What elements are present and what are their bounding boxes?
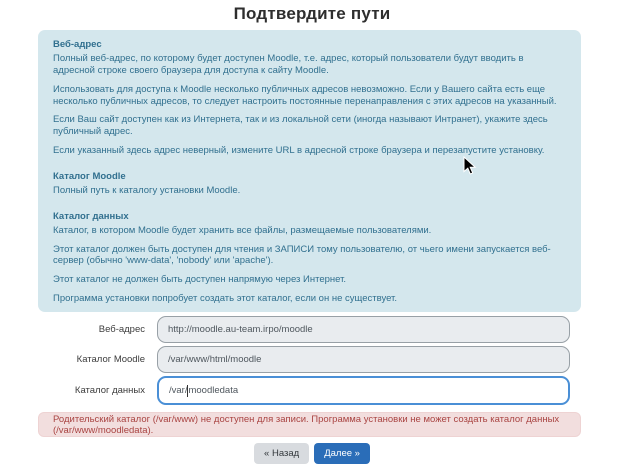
info-heading: Каталог данных	[53, 210, 129, 222]
info-paragraph: Этот каталог не должен быть доступен напрямую через Интернет.	[53, 274, 347, 286]
info-paragraph: Программа установки попробует создать этот каталог, если он не существует.	[53, 293, 397, 305]
back-button[interactable]: « Назад	[254, 443, 309, 464]
moodle-directory-input[interactable]	[157, 346, 570, 373]
form-row-moodle-directory	[0, 346, 624, 373]
info-section-web-address	[53, 39, 566, 157]
form-row-web-address	[0, 316, 624, 343]
info-paragraph: Если Ваш сайт доступен как из Интернета, так и из локальной сети (иногда называют Интранет), укажите здесь публичный адрес.	[53, 114, 548, 138]
info-section-moodle-directory	[53, 171, 566, 197]
info-heading: Каталог Moodle	[53, 171, 126, 182]
web-address-label: Веб-адрес	[98, 324, 145, 335]
info-paragraph: Каталог, в котором Moodle будет хранить все файлы, размещаемые пользователями.	[53, 224, 432, 236]
info-paragraph: Полный веб-адрес, по которому будет доступен Moodle, т.е. адрес, который пользователи будут вводить в адресной строке своего браузера для доступа к сайту Moodle.	[53, 52, 524, 76]
info-paragraph: Если указанный здесь адрес неверный, измените URL в адресной строке браузера и перезапустите установку.	[53, 145, 545, 157]
data-directory-input[interactable]	[157, 376, 570, 405]
data-directory-label: Каталог данных	[74, 385, 145, 396]
next-button[interactable]: Далее »	[314, 443, 370, 464]
info-paragraph: Полный путь к каталогу установки Moodle.	[53, 184, 241, 196]
info-paragraph: Этот каталог должен быть доступен для чтения и ЗАПИСИ тому пользователю, от чьего имени запускается веб-сервер (обычно 'www-data', 'nobody' или 'apache').	[53, 243, 551, 267]
form-row-data-directory	[0, 376, 624, 405]
mouse-cursor-icon	[463, 156, 477, 176]
info-section-data-directory	[53, 211, 566, 305]
page-title: Подтвердите пути	[233, 4, 391, 23]
error-alert	[38, 412, 581, 437]
info-paragraph: Использовать для доступа к Moodle несколько публичных адресов невозможно. Если у Вашего сайта есть еще несколько публичных адресов, то следует настроить постоянные перенаправления с этих адресов на указанный.	[53, 83, 557, 107]
moodle-directory-label: Каталог Moodle	[76, 354, 145, 365]
input-text-before-caret: /var/	[169, 385, 188, 396]
info-heading: Веб-адрес	[53, 39, 102, 50]
navigation-buttons	[0, 443, 624, 464]
info-box	[38, 30, 581, 312]
paths-form	[0, 316, 624, 408]
error-message: Родительский каталог (/var/www) не доступен для записи. Программа установки не может создать каталог данных (/var/www/moodledata).	[53, 413, 560, 436]
web-address-input[interactable]	[157, 316, 570, 343]
input-text-after-caret: moodledata	[188, 385, 239, 396]
